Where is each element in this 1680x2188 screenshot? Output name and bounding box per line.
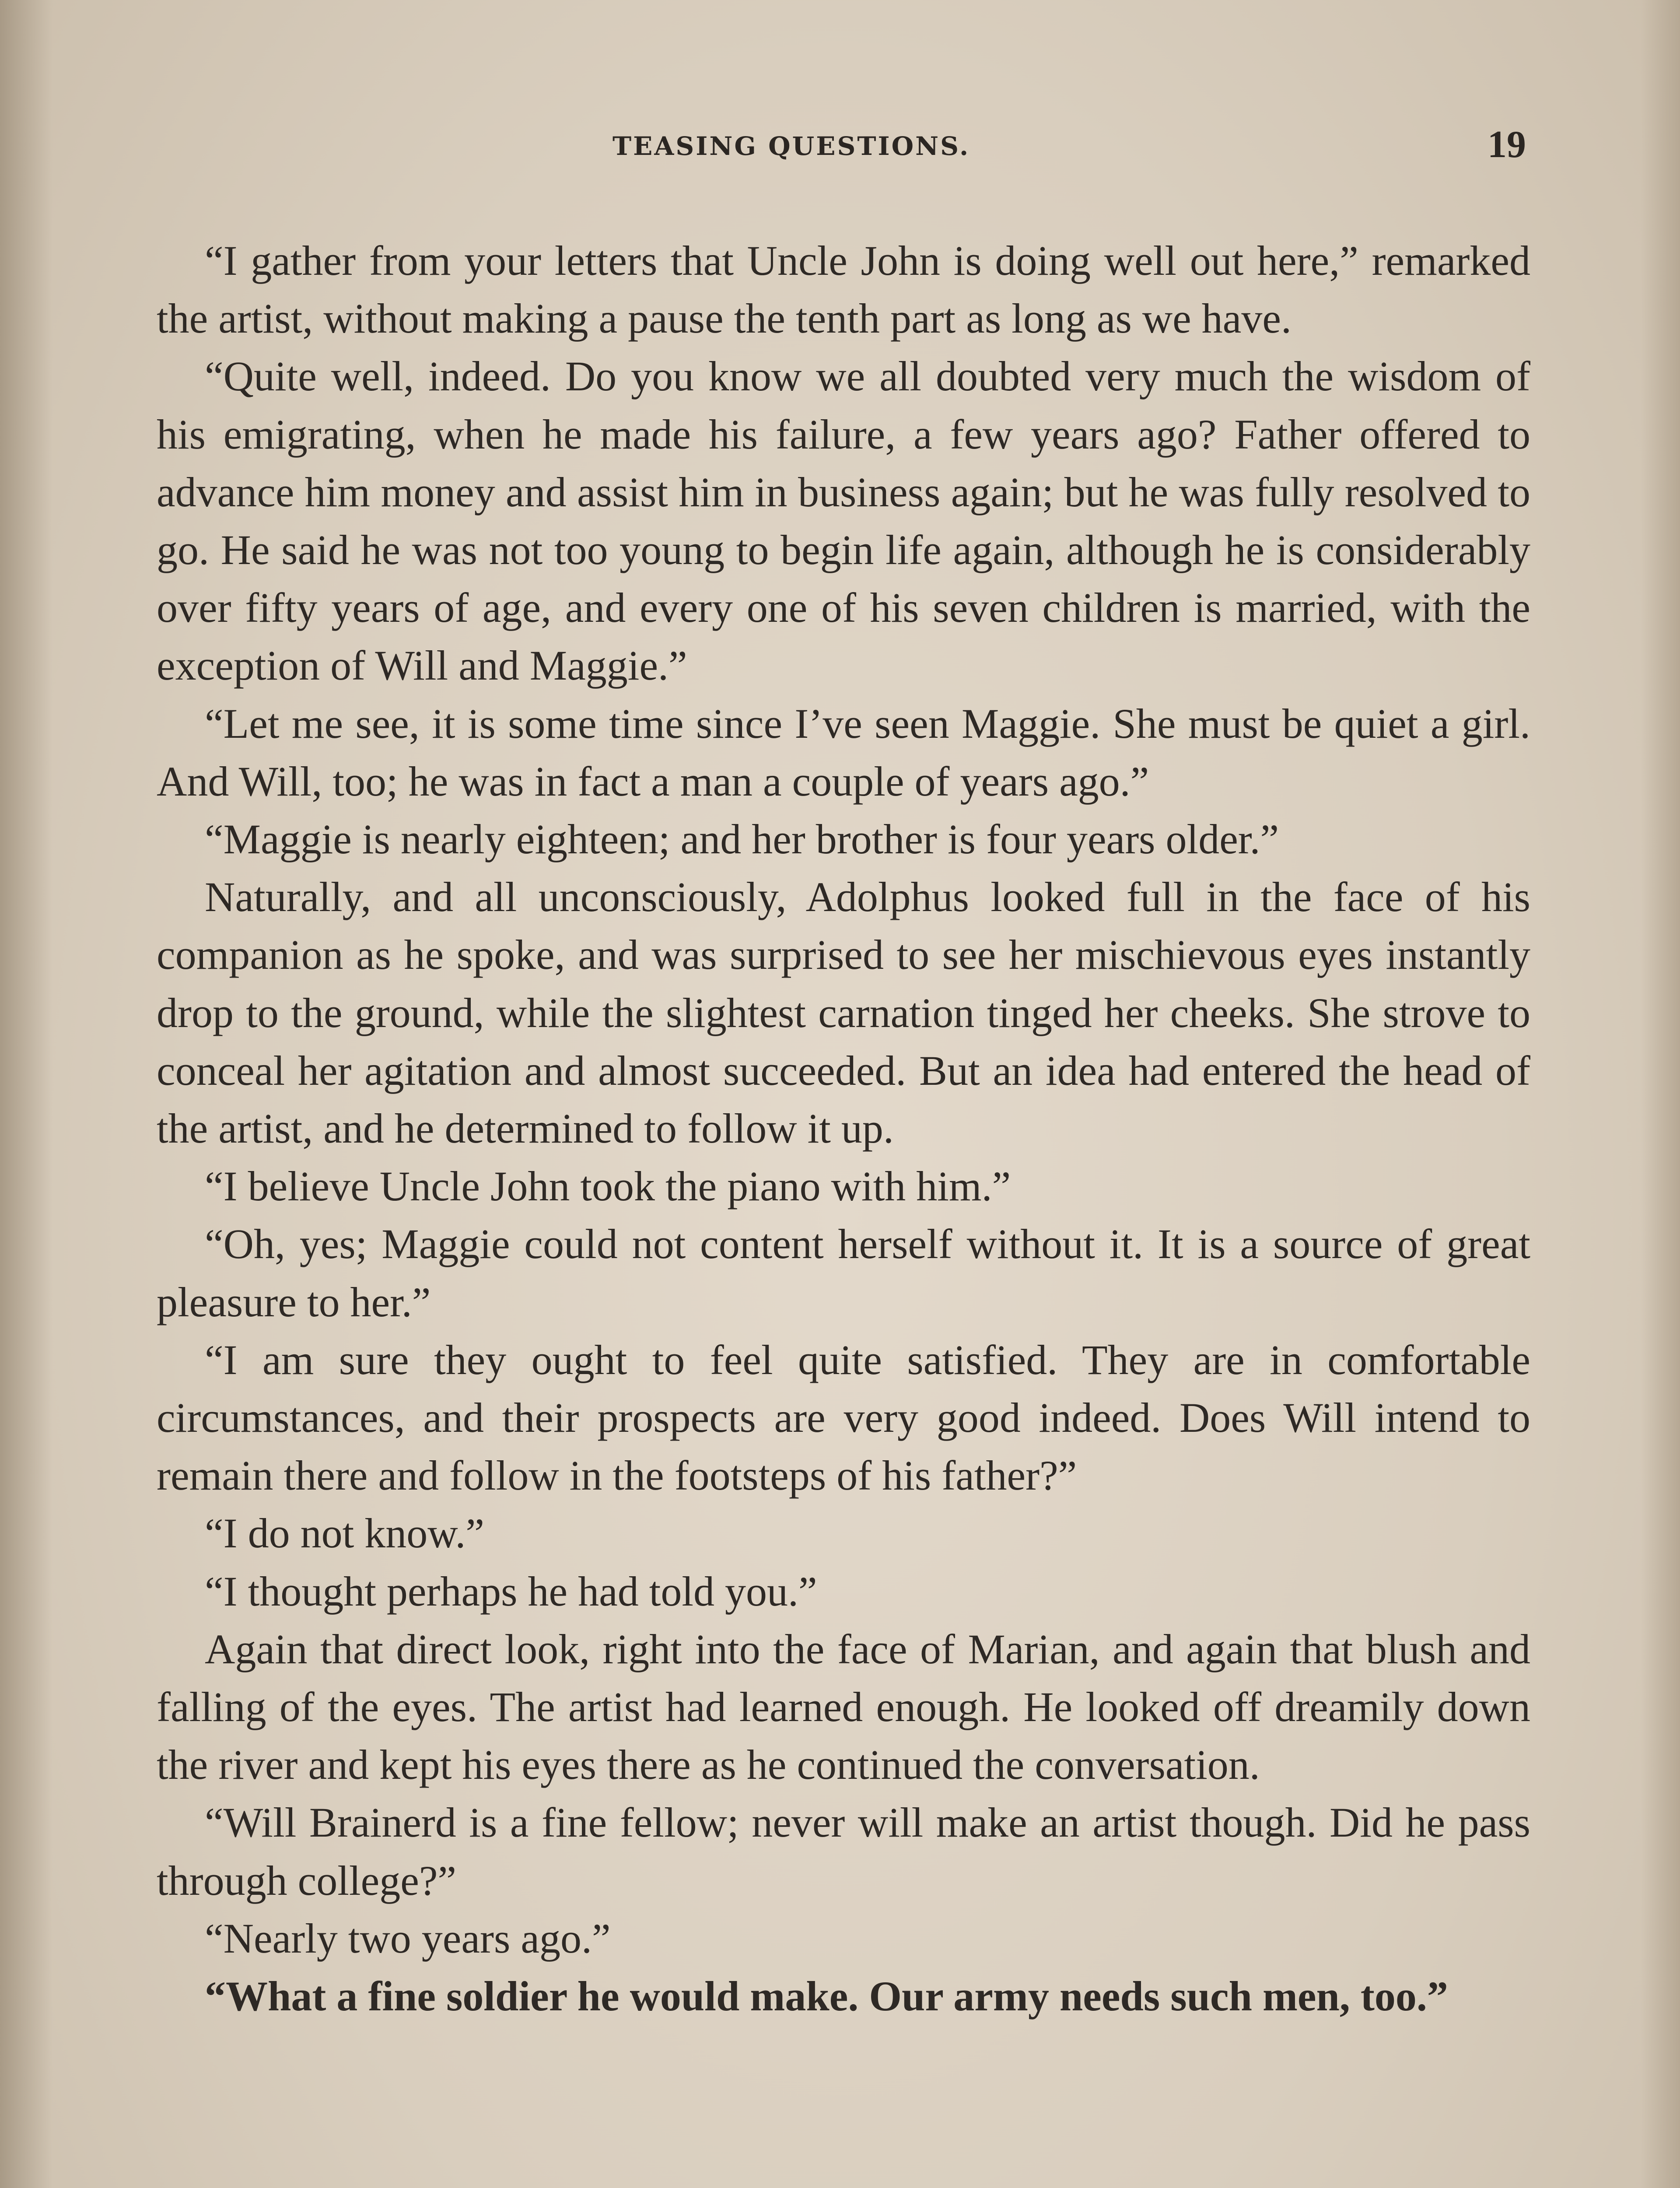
paragraph: Naturally, and all unconsciously, Adolphus looked full in the face of his companion as he spoke, and was surprised to see her mischievous eyes instantly drop to the ground, while the slightest carnation tinged her cheeks. She strove to conceal her agitation and almost succeeded. But an idea had entered the head of the artist, and he determined to follow it up.: [157, 873, 1530, 1152]
page-edge-shadow-left: [0, 0, 52, 2188]
page-edge-shadow-right: [1641, 0, 1680, 2188]
paragraph: “Oh, yes; Maggie could not content herself without it. It is a source of great pleasure to her.”: [157, 1220, 1530, 1325]
paragraph: “I gather from your letters that Uncle John is doing well out here,” remarked the artist, without making a pause the tenth part as long as we have.: [157, 237, 1530, 342]
body-text: [157, 232, 1530, 2025]
paragraph: Again that direct look, right into the face of Marian, and again that blush and falling of the eyes. The artist had learned enough. He looked off dreamily down the river and kept his eyes there as he continued the conversation.: [157, 1625, 1530, 1788]
paragraph: “I am sure they ought to feel quite satisfied. They are in comfortable circumstances, and their prospects are very good indeed. Does Will intend to remain there and follow in the footsteps of his father?”: [157, 1336, 1530, 1499]
paragraph: “I thought perhaps he had told you.”: [205, 1567, 817, 1615]
paragraph: “Maggie is nearly eighteen; and her brother is four years older.”: [205, 816, 1279, 863]
paragraph: “What a fine soldier he would make. Our army needs such men, too.”: [205, 1973, 1448, 2020]
page-number: 19: [1488, 123, 1526, 166]
paragraph: “Will Brainerd is a fine fellow; never will make an artist though. Did he pass through college?”: [157, 1799, 1530, 1904]
paragraph: “Quite well, indeed. Do you know we all doubted very much the wisdom of his emigrating, when he made his failure, a few years ago? Father offered to advance him money and assist him in business again; but he was fully resolved to go. He said he was not too young to begin life again, although he is considerably over fifty years of age, and every one of his seven children is married, with the exception of Will and Maggie.”: [157, 353, 1530, 689]
running-head: TEASING QUESTIONS.: [612, 131, 970, 161]
paragraph: “I do not know.”: [205, 1510, 484, 1557]
paragraph: “I believe Uncle John took the piano with him.”: [205, 1163, 1011, 1210]
paragraph: “Nearly two years ago.”: [205, 1914, 611, 1962]
paragraph: “Let me see, it is some time since I’ve seen Maggie. She must be quiet a girl. And Will, too; he was in fact a man a couple of years ago.”: [157, 700, 1530, 805]
